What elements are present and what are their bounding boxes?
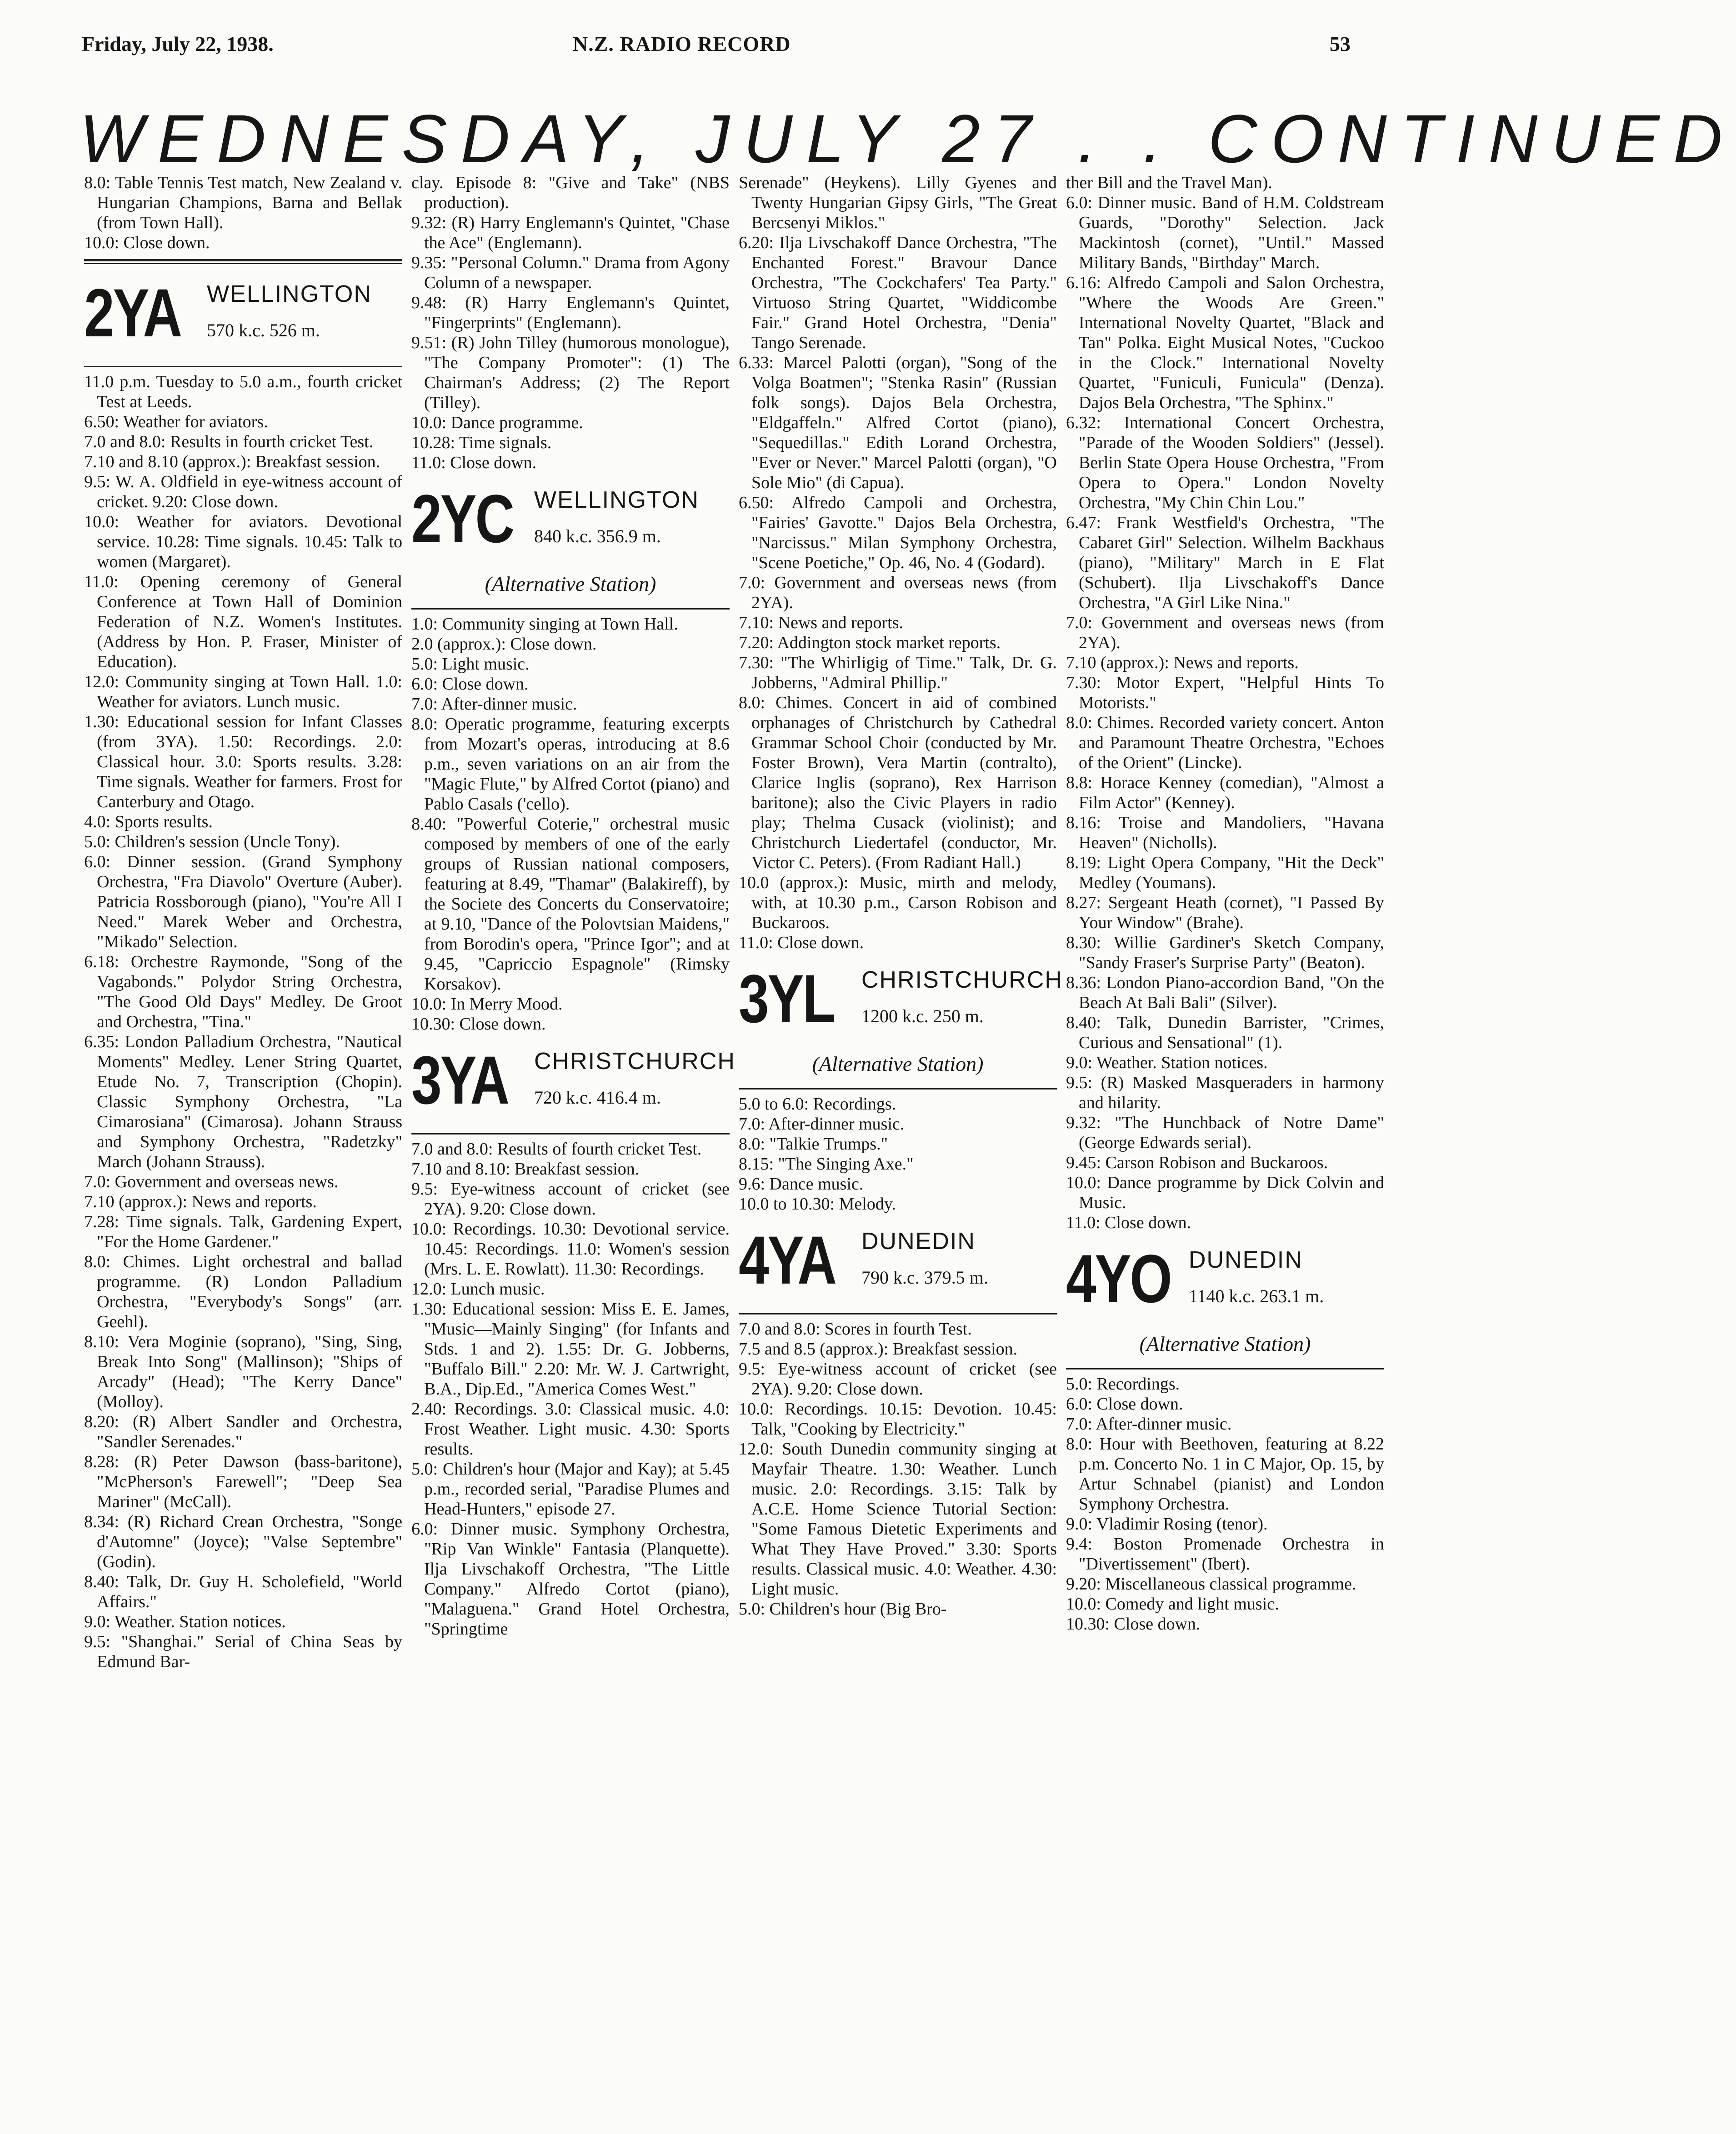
program-entry: 7.10 and 8.10: Breakfast session. [411, 1159, 640, 1179]
program-entry: 9.5: W. A. Oldfield in eye-witness account of cricket. 9.20: Close down. [84, 472, 402, 511]
program-entry: 6.0: Close down. [411, 675, 529, 694]
program-entry: 6.50: Weather for aviators. [84, 412, 268, 431]
program-entry: 5.0: Children's hour (Major and Kay); at 5.45 p.m., recorded serial, "Paradise Plumes and Head-Hunters," episode 27. [411, 1459, 730, 1519]
program-entry: 5.0: Light music. [411, 655, 530, 674]
program-entry: 9.6: Dance music. [739, 1174, 864, 1194]
program-entry: 9.35: "Personal Column." Drama from Agony Column of a newspaper. [411, 253, 730, 292]
station-call-sign: 3YL [739, 960, 835, 1037]
program-entry: 11.0: Close down. [411, 453, 537, 472]
program-entry: 12.0: Community singing at Town Hall. 1.0: Weather for aviators. Lunch music. [84, 672, 402, 711]
program-entry: 7.10: News and reports. [739, 613, 903, 632]
col3-program-list-3yl [739, 1094, 1057, 1214]
program-entry: 8.0: Chimes. Recorded variety concert. Anton and Paramount Theatre Orchestra, "Echoes of the Orient" (Lincke). [1066, 713, 1384, 772]
program-entry: 10.0: Comedy and light music. [1066, 1594, 1279, 1614]
station-alternative-label: (Alternative Station) [1139, 1332, 1311, 1355]
station-city: DUNEDIN [1189, 1247, 1303, 1273]
program-entry: 1.30: Educational session: Miss E. E. James, "Music—Mainly Singing" (for Infants and Stds. 1 and 2). 1.55: Dr. G. Jobberns, "Buffalo Bill." 2.20: Mr. W. J. Cartwright, B.A., Dip.Ed., "America Comes West." [411, 1299, 730, 1399]
program-entry: 9.48: (R) Harry Englemann's Quintet, "Fingerprints" (Englemann). [411, 293, 730, 332]
program-entry: 6.0: Close down. [1066, 1394, 1183, 1414]
col4-program-list-4yo [1066, 1374, 1384, 1634]
program-entry: 7.0: Government and overseas news. [84, 1172, 339, 1191]
program-entry: 6.16: Alfredo Campoli and Salon Orchestra, "Where the Woods Are Green." International Novelty Quartet, "Black and Tan" Polka. Eight Musical Notes, "Cuckoo in the Clock." International Novelty Quartet, "Funiculi, Funicula" (Denza). Dajos Bela Orchestra, "The Sphinx." [1066, 273, 1384, 412]
station-frequency: 1200 k.c. 250 m. [861, 1006, 984, 1026]
station-block-2yc [411, 476, 730, 610]
program-entry: 4.0: Sports results. [84, 812, 213, 831]
program-entry: 12.0: South Dunedin community singing at Mayfair Theatre. 1.30: Weather. Lunch music. 2.0: Recordings. 3.15: Talk by A.C.E. Home Science Tutorial Section: "Some Famous Dietetic Experiments and What They Have Proved." 3.30: Sports results. Classical music. 4.0: Weather. 4.30: Light music. [739, 1439, 1057, 1599]
program-entry: 11.0: Close down. [1066, 1213, 1191, 1232]
program-entry: 8.15: "The Singing Axe." [739, 1154, 914, 1174]
program-entry: 10.0 (approx.): Music, mirth and melody, with, at 10.30 p.m., Carson Robison and Buckaroos. [739, 873, 1057, 932]
program-entry: 11.0: Close down. [739, 933, 864, 952]
station-call-sign: 4YA [739, 1222, 835, 1298]
program-entry: 10.28: Time signals. [411, 433, 552, 452]
station-city: WELLINGTON [534, 487, 699, 513]
program-entry: 10.0: Dance programme by Dick Colvin and Music. [1066, 1173, 1384, 1212]
program-entry: 9.0: Weather. Station notices. [1066, 1053, 1268, 1072]
station-alternative-label: (Alternative Station) [812, 1052, 984, 1075]
program-entry: 7.0 and 8.0: Results in fourth cricket Test. [84, 432, 374, 451]
column-2 [411, 173, 735, 2104]
program-entry: 8.10: Vera Moginie (soprano), "Sing, Sing, Break Into Song" (Mallinson); "Ships of Arcady" (Head); "The Kerry Dance" (Molloy). [84, 1332, 402, 1411]
station-frequency: 790 k.c. 379.5 m. [861, 1267, 988, 1288]
program-entry: 8.20: (R) Albert Sandler and Orchestra, "Sandler Serenades." [84, 1412, 402, 1451]
station-frequency: 1140 k.c. 263.1 m. [1189, 1286, 1324, 1306]
col2-program-list-2yc [411, 614, 730, 1034]
program-entry: 12.0: Lunch music. [411, 1279, 545, 1299]
program-entry: 9.5: Eye-witness account of cricket (see 2YA). 9.20: Close down. [739, 1359, 1057, 1399]
program-entry: 7.0: After-dinner music. [1066, 1414, 1232, 1434]
program-entry: 5.0: Children's session (Uncle Tony). [84, 832, 340, 851]
program-entry: 8.0: "Talkie Trumps." [739, 1134, 888, 1154]
day-banner: WEDNESDAY, JULY 27 . . CONTINUED [80, 100, 1736, 177]
program-entry: 10.0: In Merry Mood. [411, 995, 563, 1014]
program-entry: 8.0: Chimes. Concert in aid of combined orphanages of Christchurch by Cathedral Grammar School Choir (conducted by Mr. Foster Brown), Vera Martin (contralto), Clarice Inglis (soprano), Rex Harrison baritone); also the Civic Players in radio play; Thelma Cusack (violinist); and Christchurch Liedertafel (conductor, Mr. Victor C. Peters). (From Radiant Hall.) [739, 693, 1057, 872]
program-entry: 6.0: Dinner music. Symphony Orchestra, "Rip Van Winkle" Fantasia (Planquette). Ilja Livschakoff Orchestra, "The Little Company." Alfredo Cortot (piano), "Malaguena." Grand Hotel Orchestra, "Springtime [411, 1519, 730, 1639]
header-publication: N.Z. RADIO RECORD [573, 32, 791, 55]
program-entry: 7.0 and 8.0: Scores in fourth Test. [739, 1319, 972, 1339]
program-entry: 6.18: Orchestre Raymonde, "Song of the Vagabonds." Polydor String Orchestra, "The Good Old Days" Medley. De Groot and Orchestra, "Tina." [84, 952, 402, 1031]
program-entry: 6.0: Dinner session. (Grand Symphony Orchestra, "Fra Diavolo" Overture (Auber). Patricia Rossborough (piano), "You're All I Need." Marek Weber and Orchestra, "Mikado" Selection. [84, 852, 402, 951]
column-1 [84, 173, 402, 2104]
program-entry: 10.0: Close down. [84, 233, 210, 252]
program-entry: 8.0: Chimes. Light orchestral and ballad programme. (R) London Palladium Orchestra, "Everybody's Songs" (arr. Geehl). [84, 1252, 402, 1331]
program-entry: 8.0: Operatic programme, featuring excerpts from Mozart's operas, introducing at 8.6 p.m., seven variations on an air from the "Magic Flute," by Alfred Cortot (piano) and Pablo Casals ('cello). [411, 715, 730, 814]
station-block-3yl [739, 956, 1063, 1089]
column-3 [739, 173, 1063, 2104]
program-entry: 5.0 to 6.0: Recordings. [739, 1094, 896, 1114]
program-entry: 7.20: Addington stock market reports. [739, 633, 1001, 652]
station-city: WELLINGTON [207, 281, 372, 307]
program-entry: 9.0: Vladimir Rosing (tenor). [1066, 1514, 1268, 1534]
program-entry: 2.40: Recordings. 3.0: Classical music. 4.0: Frost Weather. Light music. 4.30: Sports results. [411, 1399, 730, 1459]
program-entry: 8.36: London Piano-accordion Band, "On the Beach At Bali Bali" (Silver). [1066, 973, 1384, 1012]
station-frequency: 840 k.c. 356.9 m. [534, 526, 661, 546]
station-block-4ya [739, 1218, 1057, 1314]
program-entry: 2.0 (approx.): Close down. [411, 635, 597, 654]
program-entry: 7.0: After-dinner music. [739, 1114, 905, 1134]
program-entry: 7.10 (approx.): News and reports. [1066, 653, 1299, 672]
station-block-2ya [84, 270, 402, 367]
program-entry: 7.0: Government and overseas news (from 2YA). [1066, 613, 1384, 652]
program-entry: 10.0: Recordings. 10.15: Devotion. 10.45: Talk, "Cooking by Electricity." [739, 1399, 1057, 1439]
program-entry: 10.30: Close down. [1066, 1614, 1201, 1634]
col1-top-list [84, 173, 402, 253]
column-4 [1066, 173, 1384, 2104]
program-entry: 10.0: Recordings. 10.30: Devotional service. 10.45: Recordings. 11.0: Women's session (Mrs. L. E. Rowlatt). 11.30: Recordings. [411, 1219, 730, 1279]
program-entry: 1.30: Educational session for Infant Classes (from 3YA). 1.50: Recordings. 2.0: Classical hour. 3.0: Sports results. 3.28: Time signals. Weather for farmers. Frost for Canterbury and Otago. [84, 712, 402, 811]
program-entry: 1.0: Community singing at Town Hall. [411, 615, 678, 634]
station-call-sign: 2YA [84, 275, 181, 351]
program-entry: 9.5: (R) Masked Masqueraders in harmony and hilarity. [1066, 1073, 1384, 1112]
program-entry: 8.40: Talk, Dunedin Barrister, "Crimes, Curious and Sensational" (1). [1066, 1013, 1384, 1052]
program-entry: 7.0: After-dinner music. [411, 695, 577, 714]
program-entry: 8.28: (R) Peter Dawson (bass-baritone), "McPherson's Farewell"; "Deep Sea Mariner" (McCall). [84, 1452, 402, 1511]
col4-top-list [1066, 173, 1384, 1233]
program-entry: 7.30: Motor Expert, "Helpful Hints To Motorists." [1066, 673, 1384, 712]
program-entry: 9.20: Miscellaneous classical programme. [1066, 1574, 1356, 1594]
col3-top-list [739, 173, 1057, 953]
program-entry: 9.5: "Shanghai." Serial of China Seas by Edmund Bar- [84, 1632, 402, 1671]
program-entry: 5.0: Children's hour (Big Bro- [739, 1599, 947, 1619]
program-entry: 8.0: Hour with Beethoven, featuring at 8.22 p.m. Concerto No. 1 in C Major, Op. 15, by Artur Schnabel (pianist) and London Symphony Orchestra. [1066, 1434, 1384, 1514]
program-entry: 6.35: London Palladium Orchestra, "Nautical Moments" Medley. Lener String Quartet, Etude No. 7, Transcription (Chopin). Classic Symphony Orchestra, "La Cimarosiana" (Cimarosa). Johann Strauss and Symphony Orchestra, "Radetzky" March (Johann Strauss). [84, 1032, 402, 1171]
program-entry: 6.50: Alfredo Campoli and Orchestra, "Fairies' Gavotte." Dajos Bela Orchestra, "Narcissus." Milan Symphony Orchestra, "Scene Poetiche," Op. 46, No. 4 (Godard). [739, 493, 1057, 572]
station-city: CHRISTCHURCH [861, 967, 1063, 993]
col2-program-list-3ya [411, 1139, 730, 1639]
program-entry: 9.32: "The Hunchback of Notre Dame" (George Edwards serial). [1066, 1113, 1384, 1152]
col3-program-list-4ya [739, 1319, 1057, 1619]
station-call-sign: 3YA [411, 1042, 508, 1118]
station-call-sign: 4YO [1066, 1240, 1171, 1317]
program-entry: 8.40: "Powerful Coterie," orchestral music composed by members of one of the early groups of Russian national composers, featuring at 8.49, "Thamar" (Balakireff), by the Societe des Concerts du Conservatoire; at 9.10, "Dance of the Polovtsian Maidens," from Borodin's opera, "Prince Igor"; and at 9.45, "Capriccio Espagnole" (Rimsky Korsakov). [411, 815, 730, 994]
page-header [82, 32, 1351, 68]
program-entry: 5.0: Recordings. [1066, 1374, 1180, 1394]
program-entry: 11.0 p.m. Tuesday to 5.0 a.m., fourth cricket Test at Leeds. [84, 372, 402, 411]
program-entry: 8.0: Table Tennis Test match, New Zealand v. Hungarian Champions, Barna and Bellak (from Town Hall). [84, 173, 402, 232]
station-block-4yo [1066, 1236, 1384, 1369]
program-entry: Serenade" (Heykens). Lilly Gyenes and Twenty Hungarian Gipsy Girls, "The Great Bercsenyi Miklos." [739, 173, 1057, 232]
program-entry: 9.4: Boston Promenade Orchestra in "Divertissement" (Ibert). [1066, 1534, 1384, 1574]
header-page-number: 53 [1330, 32, 1351, 55]
program-entry: 8.30: Willie Gardiner's Sketch Company, "Sandy Fraser's Surprise Party" (Beaton). [1066, 933, 1384, 972]
program-entry: 7.10 and 8.10 (approx.): Breakfast session. [84, 452, 380, 471]
program-entry: 10.0: Dance programme. [411, 413, 583, 432]
program-entry: 6.0: Dinner music. Band of H.M. Coldstream Guards, "Dorothy" Selection. Jack Mackintosh (cornet), "Until." Massed Military Bands, "Birthday" March. [1066, 193, 1384, 272]
program-entry: 7.5 and 8.5 (approx.): Breakfast session. [739, 1339, 1018, 1359]
program-entry: 6.20: Ilja Livschakoff Dance Orchestra, "The Enchanted Forest." Bravour Dance Orchestra, "The Cockchafers' Tea Party." Virtuoso String Quartet, "Widdicombe Fair." Grand Hotel Orchestra, "Denia" Tango Serenade. [739, 233, 1057, 352]
program-entry: 7.0: Government and overseas news (from 2YA). [739, 573, 1057, 612]
program-entry: 9.5: Eye-witness account of cricket (see 2YA). 9.20: Close down. [411, 1179, 730, 1219]
station-block-3ya [411, 1038, 735, 1134]
station-city: CHRISTCHURCH [534, 1048, 735, 1074]
program-entry: 8.16: Troise and Mandoliers, "Havana Heaven" (Nicholls). [1066, 813, 1384, 852]
station-frequency: 570 k.c. 526 m. [207, 320, 320, 340]
program-entry: ther Bill and the Travel Man). [1066, 173, 1272, 192]
program-entry: 8.34: (R) Richard Crean Orchestra, "Songe d'Automne" (Joyce); "Valse Septembre" (Godin). [84, 1512, 402, 1571]
program-entry: clay. Episode 8: "Give and Take" (NBS production). [411, 173, 730, 212]
station-alternative-label: (Alternative Station) [485, 572, 656, 595]
program-entry: 6.33: Marcel Palotti (organ), "Song of the Volga Boatmen"; "Stenka Rasin" (Russian folk songs). Dajos Bela Orchestra, "Eldgaffeln." Alfred Cortot (piano), "Sequedillas." Edith Lorand Orchestra, "Ever or Never." Marcel Palotti (organ), "O Sole Mio" (di Capua). [739, 353, 1057, 492]
col2-top-list [411, 173, 730, 473]
program-entry: 8.27: Sergeant Heath (cornet), "I Passed By Your Window" (Brahe). [1066, 893, 1384, 932]
program-entry: 8.40: Talk, Dr. Guy H. Scholefield, "World Affairs." [84, 1572, 402, 1611]
program-entry: 8.8: Horace Kenney (comedian), "Almost a Film Actor" (Kenney). [1066, 773, 1384, 812]
program-entry: 8.19: Light Opera Company, "Hit the Deck" Medley (Youmans). [1066, 853, 1384, 892]
program-entry: 7.30: "The Whirligig of Time." Talk, Dr. G. Jobberns, "Admiral Phillip." [739, 653, 1057, 692]
program-entry: 6.32: International Concert Orchestra, "Parade of the Wooden Soldiers" (Jessel). Berlin State Opera House Orchestra, "From Opera to Opera." London Novelty Orchestra, "My Chin Chin Lou." [1066, 413, 1384, 512]
program-entry: 7.28: Time signals. Talk, Gardening Expert, "For the Home Gardener." [84, 1212, 402, 1251]
program-entry: 9.45: Carson Robison and Buckaroos. [1066, 1153, 1328, 1172]
station-call-sign: 2YC [411, 480, 513, 557]
program-entry: 10.30: Close down. [411, 1015, 546, 1034]
program-entry: 10.0: Weather for aviators. Devotional service. 10.28: Time signals. 10.45: Talk to women (Margaret). [84, 512, 402, 571]
station-city: DUNEDIN [861, 1228, 976, 1254]
program-entry: 7.10 (approx.): News and reports. [84, 1192, 317, 1211]
program-entry: 6.47: Frank Westfield's Orchestra, "The Cabaret Girl" Selection. Wilhelm Backhaus (piano), "Military" March in E Flat (Schubert). Ilja Livschakoff's Dance Orchestra, "A Girl Like Nina." [1066, 513, 1384, 612]
program-entry: 9.32: (R) Harry Englemann's Quintet, "Chase the Ace" (Englemann). [411, 213, 730, 252]
program-entry: 7.0 and 8.0: Results of fourth cricket Test. [411, 1139, 702, 1159]
program-entry: 11.0: Opening ceremony of General Conference at Town Hall of Dominion Federation of N.Z. Women's Institutes. (Address by Hon. P. Fraser, Minister of Education). [84, 572, 402, 671]
header-date: Friday, July 22, 1938. [82, 32, 274, 55]
col1-program-list [84, 372, 402, 1672]
section-rule [84, 259, 402, 264]
program-entry: 10.0 to 10.30: Melody. [739, 1194, 896, 1214]
station-frequency: 720 k.c. 416.4 m. [534, 1087, 661, 1108]
program-entry: 9.0: Weather. Station notices. [84, 1612, 286, 1631]
program-entry: 9.51: (R) John Tilley (humorous monologue), "The Company Promoter": (1) The Chairman's Address; (2) The Report (Tilley). [411, 333, 730, 412]
